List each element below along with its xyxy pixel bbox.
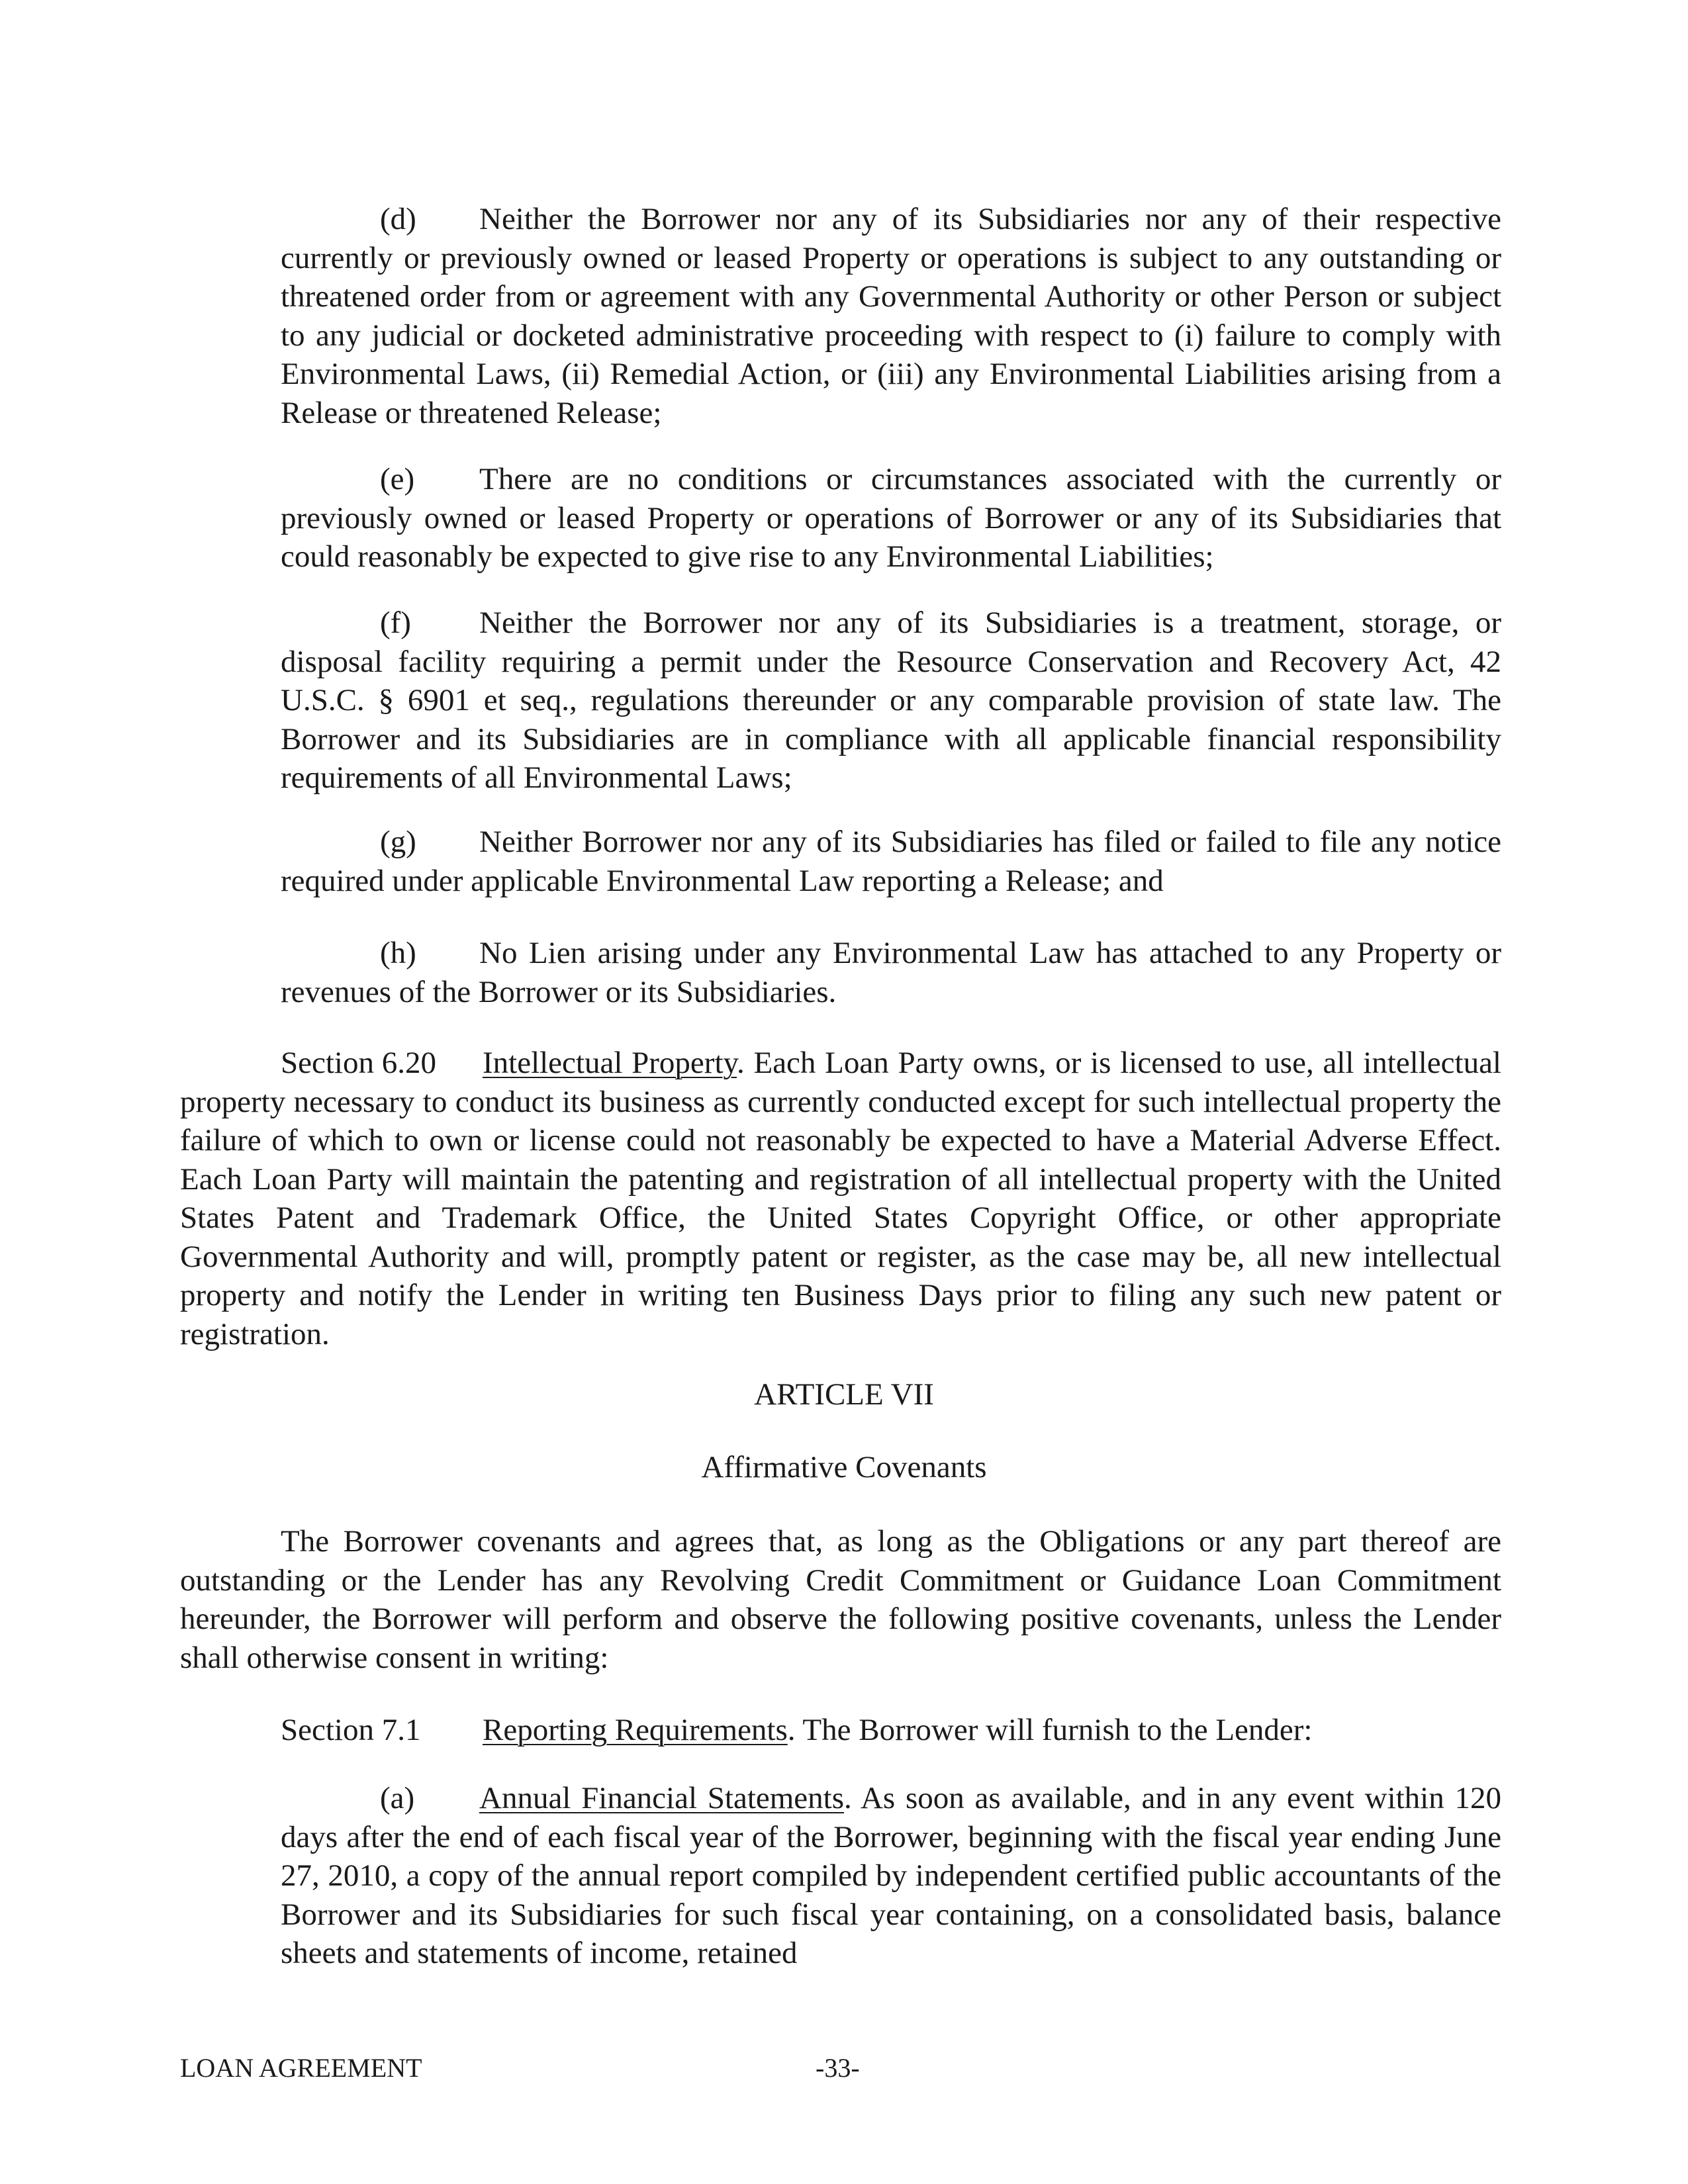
footer-title: LOAN AGREEMENT	[180, 2053, 422, 2083]
paragraph-e-label: (e)	[380, 462, 415, 496]
paragraph-a	[281, 1779, 1501, 1973]
paragraph-d-text: Neither the Borrower nor any of its Subsidiaries nor any of their respective currently or previously owned or leased Property or operations is subject to any outstanding or threatened order from or agreement with any Governmental Authority or other Person or subject to any judicial or docketed administrative proceeding with respect to (i) failure to comply with Environmental Laws, (ii) Remedial Action, or (iii) any Environmental Liabilities arising from a Release or threatened Release;	[281, 202, 1501, 430]
section-7-1-number: Section 7.1	[281, 1713, 421, 1747]
paragraph-h-text: No Lien arising under any Environmental Law has attached to any Property or revenues of the Borrower or its Subsidiaries.	[281, 936, 1501, 1009]
paragraph-e-text: There are no conditions or circumstances associated with the currently or previously owned or leased Property or operations of Borrower or any of its Subsidiaries that could reasonably be expected to give rise to any Environmental Liabilities;	[281, 462, 1501, 574]
page-number: -33-	[816, 2053, 860, 2083]
paragraph-f-text: Neither the Borrower nor any of its Subsidiaries is a treatment, storage, or disposal facility requiring a permit under the Resource Conservation and Recovery Act, 42 U.S.C. § 6901 et seq., regulations thereunder or any comparable provision of state law. The Borrower and its Subsidiaries are in compliance with all applicable financial responsibility requirements of all Environmental Laws;	[281, 606, 1501, 795]
paragraph-f	[281, 604, 1501, 797]
paragraph-g-text: Neither Borrower nor any of its Subsidiaries has filed or failed to file any notice required under applicable Environmental Law reporting a Release; and	[281, 825, 1501, 898]
paragraph-h	[281, 934, 1501, 1011]
paragraph-d	[281, 200, 1501, 432]
paragraph-f-label: (f)	[380, 606, 411, 640]
article-intro-text: The Borrower covenants and agrees that, as long as the Obligations or any part thereof are outstanding or the Lender has any Revolving Credit Commitment or Guidance Loan Commitment hereunder, the Borrower will perform and observe the following positive covenants, unless the Lender shall otherwise consent in writing:	[180, 1524, 1501, 1675]
paragraph-a-heading: Annual Financial Statements	[479, 1781, 845, 1815]
section-7-1-text: . The Borrower will furnish to the Lender:	[787, 1713, 1313, 1747]
section-6-20	[180, 1044, 1501, 1353]
article-number: ARTICLE VII	[754, 1377, 934, 1412]
paragraph-a-text: . As soon as available, and in any event within 120 days after the end of each fiscal year of the Borrower, beginning with the fiscal year ending June 27, 2010, a copy of the annual report compiled by independent certified public accountants of the Borrower and its Subsidiaries for such fiscal year containing, on a consolidated basis, balance sheets and statements of income, retained	[281, 1781, 1501, 1970]
section-7-1-heading: Reporting Requirements	[483, 1713, 788, 1747]
section-6-20-number: Section 6.20	[281, 1046, 436, 1080]
section-7-1	[180, 1711, 1501, 1750]
paragraph-a-label: (a)	[380, 1781, 415, 1815]
article-title: Affirmative Covenants	[701, 1450, 987, 1484]
section-6-20-heading: Intellectual Property	[483, 1046, 737, 1080]
article-intro	[180, 1522, 1501, 1677]
paragraph-h-label: (h)	[380, 936, 416, 970]
paragraph-d-label: (d)	[380, 202, 416, 236]
paragraph-e	[281, 460, 1501, 576]
paragraph-g	[281, 823, 1501, 900]
paragraph-g-label: (g)	[380, 825, 416, 859]
section-6-20-text: . Each Loan Party owns, or is licensed to use, all intellectual property necessary to conduct its business as currently conducted except for such intellectual property the failure of which to own or license could not reasonably be expected to have a Material Adverse Effect. Each Loan Party will maintain the patenting and registration of all intellectual property with the United States Patent and Trademark Office, the United States Copyright Office, or other appropriate Governmental Authority and will, promptly patent or register, as the case may be, all new intellectual property and notify the Lender in writing ten Business Days prior to filing any such new patent or registration.	[180, 1046, 1501, 1351]
